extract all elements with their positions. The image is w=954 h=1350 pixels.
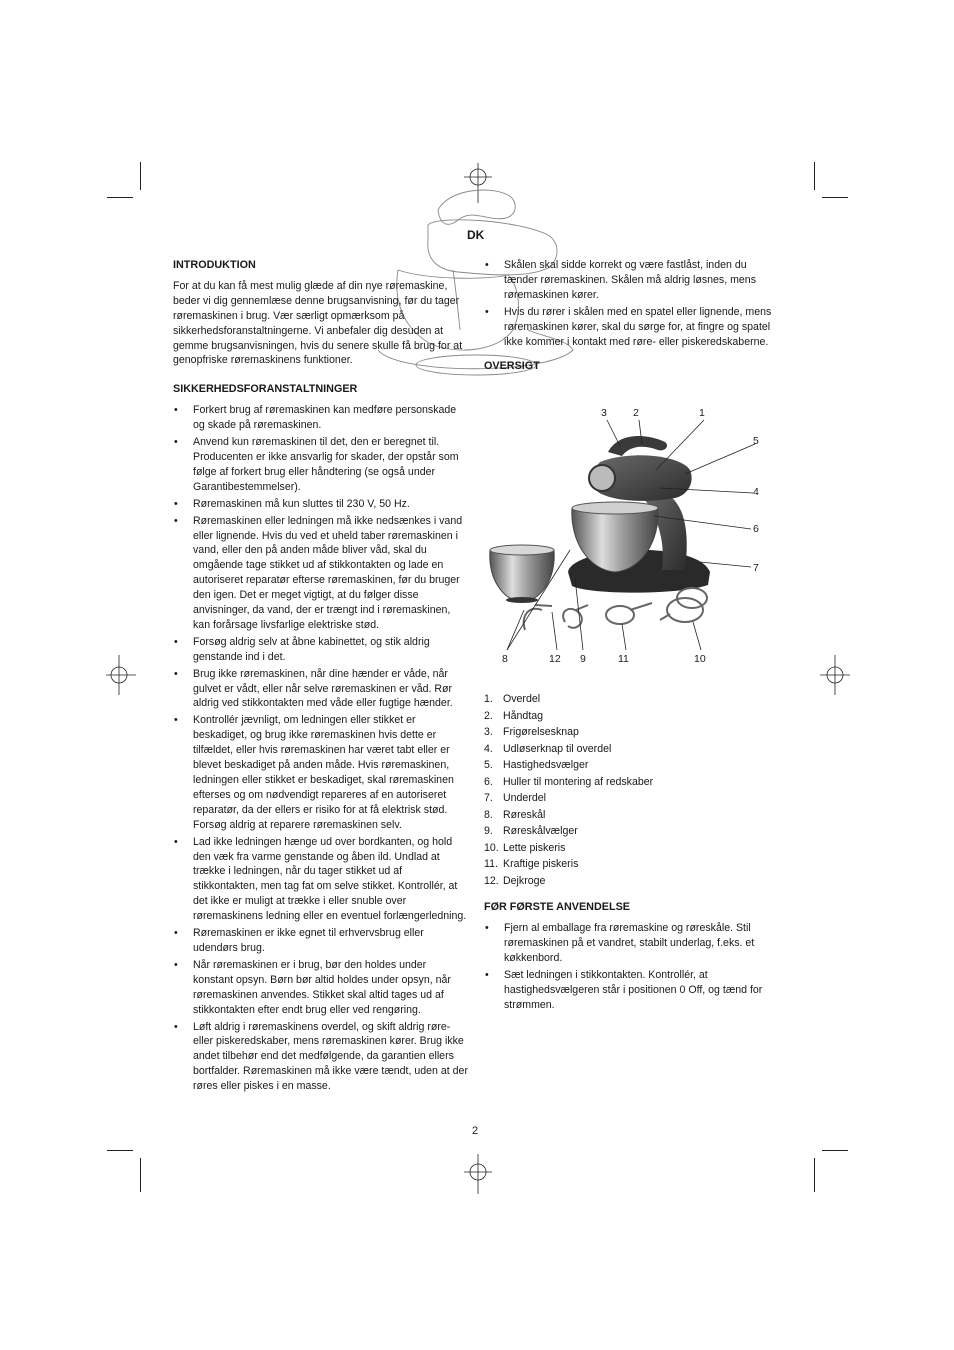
list-item: • Løft aldrig i røremaskinens overdel, og skift aldrig røre- eller piskeredskaber, mens røremaskinen kører. Brug ikke andet tilbehør end det medfølgende, da garantien ellers bortfalder. Røremaskinen må ikke være tændt, uden at der røres eller piskes i en masse. [173,1020,469,1095]
list-text: Lette piskeris [503,841,566,854]
first-use-list [484,921,780,1012]
figure-label: 1 [699,407,705,419]
list-text: Huller til montering af redskaber [503,775,654,788]
safety-list [173,403,469,1094]
crop-mark [814,162,815,190]
list-text: Kraftige piskeris [503,858,579,870]
right-column-top [484,258,780,380]
list-text: Dejkroge [503,874,546,887]
list-text: Håndtag [503,709,544,722]
list-text: Røreskål [503,808,546,821]
list-item [484,725,780,740]
figure-label: 2 [633,407,639,419]
intro-text: For at du kan få mest mulig glæde af din nye røremaskine, beder vi dig gennemlæse denne brugsanvisning, før du tager røremaskinen i brug. Vær særligt opmærksom på sikkerhedsforanstaltningerne. Vi anbefaler dig desuden at gemme brugsanvisningen, hvis du senere skulle få brug for at genopfriske røremaskinens funktioner. [173,279,463,367]
intro-heading: INTRODUKTION [173,259,256,271]
registration-mark [818,655,852,695]
figure-label: 5 [753,435,759,447]
list-item: • Røremaskinen må kun sluttes til 230 V, 50 Hz. [173,497,469,512]
list-number: 3. [484,726,493,738]
figure-label: 11 [618,653,629,665]
list-number: 8. [484,808,493,821]
safety-list-continued [484,258,780,349]
list-item [484,742,780,757]
registration-mark [457,1152,499,1194]
list-item [484,791,780,806]
list-item: • Fjern al emballage fra røremaskine og røreskåle. Stil røremaskinen på et vandret, stabilt underlag, f.eks. et køkkenbord. [484,921,780,966]
list-item [484,824,780,839]
crop-mark [107,1150,133,1151]
left-column [173,258,469,1108]
figure-label: 7 [753,562,759,574]
list-item: • Sæt ledningen i stikkontakten. Kontrollér, at hastighedsvælgeren står i positionen 0 Off, og tænd for strømmen. [484,968,780,1013]
list-text: Frigørelsesknap [503,726,579,738]
list-item [484,857,780,872]
list-item [484,841,780,856]
list-number: 2. [484,709,493,722]
list-item: • Når røremaskinen er i brug, bør den holdes under konstant opsyn. Børn bør altid holdes under opsyn, når røremaskinen anvendes. Stikket skal altid tages ud af stikkontakten efter endt brug eller ved rengøring. [173,958,469,1018]
list-text: Overdel [503,693,541,705]
crop-mark [822,1150,848,1151]
list-number: 12. [484,874,499,887]
list-number: 7. [484,792,493,804]
list-item: • Hvis du rører i skålen med en spatel eller lignende, mens røremaskinen kører, skal du sørge for, at fingre og spatel ikke kommer i kontakt med røre- eller piskeredskaberne. [484,305,780,350]
list-number: 11. [484,858,498,870]
list-item: • Kontrollér jævnligt, om ledningen eller stikket er beskadiget, og brug ikke røremaskinen hvis dette er tilfældet, eller hvis røremaskinen har været tabt eller er blevet beskadiget på anden måde. Hvis røremaskinen, ledningen eller stikket er beskadiget, skal røremaskinen efterses og om nødvendigt repareres af en autoriseret reparatør, da der ellers er risiko for at få elektrisk stød. Forsøg aldrig at reparere røremaskinen selv. [173,713,469,832]
figure-label: 8 [502,653,508,665]
list-item: • Forkert brug af røremaskinen kan medføre personskade og skade på røremaskinen. [173,403,469,433]
right-column-bottom [484,692,780,1027]
crop-mark [107,197,133,198]
list-item: • Røremaskinen eller ledningen må ikke nedsænkes i vand eller lignende. Hvis du ved et uheld taber røremaskinen i vand, eller den på anden måde bliver våd, skal du omgående tage stikket ud af stikkontakten og lade en autoriseret reparatør efterse røremaskinen, før du bruger den igen. Det er meget vigtigt, at du følger disse anvisninger, da vand, der er trængt ind i røremaskinen, kan forårsage livsfarlige elektriske stød. [173,514,469,633]
list-number: 1. [484,693,493,705]
mixer-illustration [480,400,780,675]
list-item [484,758,780,773]
list-text: Røreskålvælger [503,825,578,837]
list-item [484,874,780,889]
list-item: • Forsøg aldrig selv at åbne kabinettet, og stik aldrig genstande ind i det. [173,635,469,665]
list-item: • Anvend kun røremaskinen til det, den er beregnet til. Producenten er ikke ansvarlig for skader, der opstår som følge af forkert brug eller håndtering (se også under Garantibestemmelser). [173,435,469,495]
list-number: 10. [484,841,499,854]
list-item [484,775,780,790]
list-number: 5. [484,759,493,771]
figure-label: 10 [694,653,706,665]
figure-label: 12 [549,653,561,665]
list-item: • Lad ikke ledningen hænge ud over bordkanten, og hold den væk fra varme genstande og åben ild. Undlad at trække i ledningen, når du tager stikket ud af stikkontakten, men tag fat om selve stikket. Kontrollér, at det ikke er muligt at trække i eller snuble over røremaskinens ledning eller en eventuel forlængerledning. [173,835,469,924]
list-number: 6. [484,775,493,788]
list-item: • Skålen skal sidde korrekt og være fastlåst, inden du tænder røremaskinen. Skålen må aldrig løsnes, mens røremaskinen kører. [484,258,780,303]
figure-label: 4 [753,486,759,498]
page-number: 2 [472,1125,479,1137]
figure-label: 6 [753,523,759,535]
list-number: 4. [484,742,493,755]
figure-label: 9 [580,653,586,665]
crop-mark [822,197,848,198]
list-text: Udløserknap til overdel [503,742,612,755]
safety-heading: SIKKERHEDSFORANSTALTNINGER [173,383,358,396]
crop-mark [140,1158,141,1192]
parts-list [484,692,780,888]
figure-label: 3 [601,407,607,419]
registration-mark [104,655,138,695]
list-item [484,808,780,823]
crop-mark [814,1158,815,1192]
list-item: • Brug ikke røremaskinen, når dine hænder er våde, når gulvet er vådt, eller når selve røremaskinen er våd. Rør aldrig ved stikkontakten med våde eller fugtige hænder. [173,667,469,712]
list-item [484,709,780,724]
list-text: Underdel [503,792,546,804]
overview-heading: OVERSIGT [484,360,540,373]
crop-mark [140,162,141,190]
list-number: 9. [484,825,493,837]
list-text: Hastighedsvælger [503,759,589,771]
list-item: • Røremaskinen er ikke egnet til erhvervsbrug eller udendørs brug. [173,926,469,956]
first-use-heading: FØR FØRSTE ANVENDELSE [484,901,630,914]
list-item [484,692,780,707]
language-tag: DK [467,228,485,242]
